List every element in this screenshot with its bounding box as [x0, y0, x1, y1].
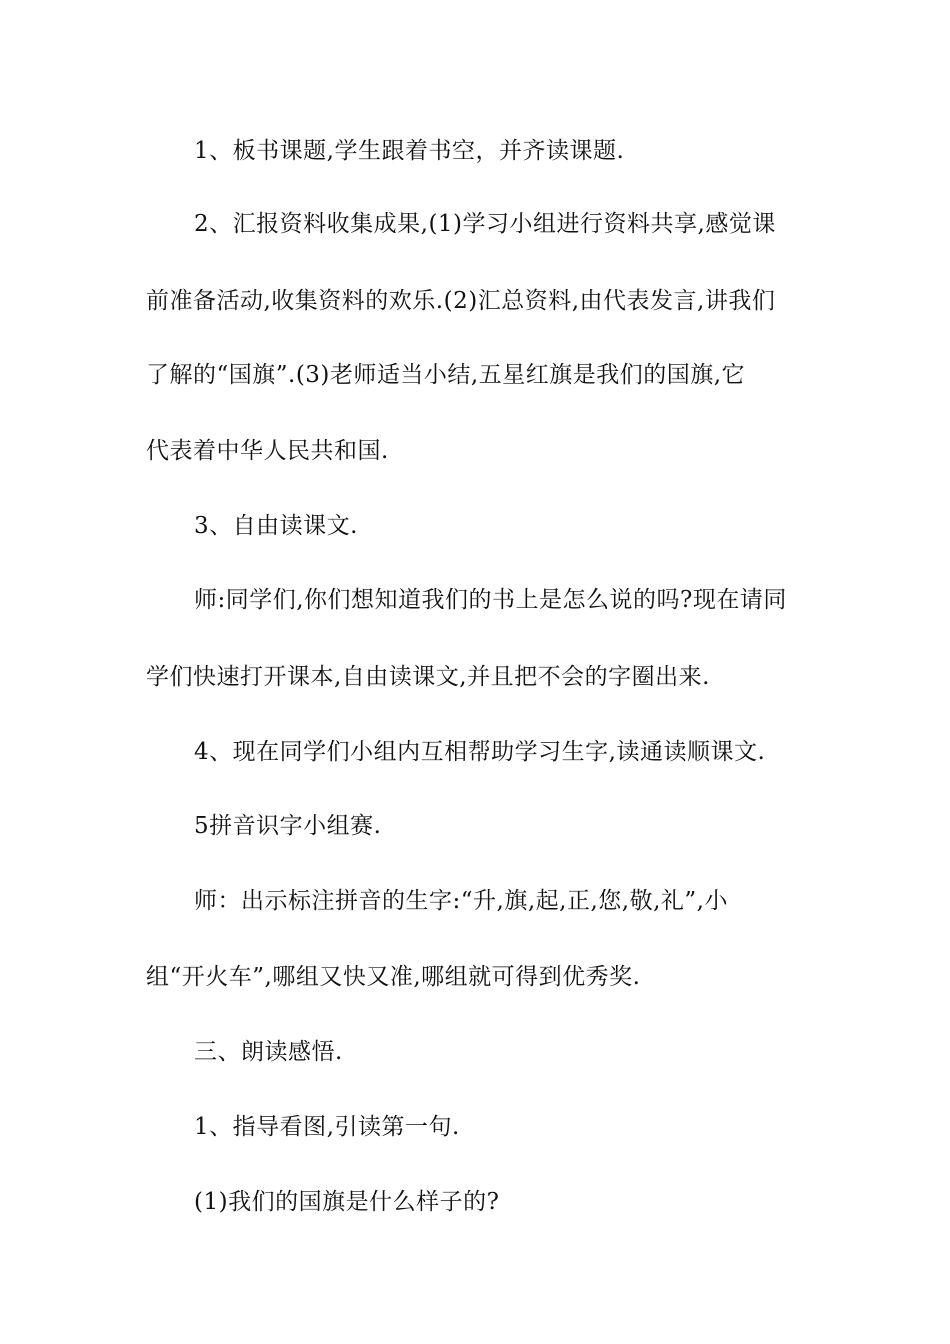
text-line: 4、现在同学们小组内互相帮助学习生字,读通读顺课文.	[194, 739, 766, 765]
text-line: 三、朗读感悟.	[194, 1039, 343, 1065]
text-line: 代表着中华人民共和国.	[146, 438, 389, 464]
text-line: 组“开火车”,哪组又快又准,哪组就可得到优秀奖.	[146, 964, 641, 990]
text-line: 了解的“国旗”.(3)老师适当小结,五星红旗是我们的国旗,它	[146, 362, 746, 388]
text-line: 师：出示标注拼音的生字:“升,旗,起,正,您,敬,礼”,小	[194, 888, 728, 914]
text-line: 3、自由读课文.	[194, 513, 358, 539]
text-line: 1、板书课题,学生跟着书空，并齐读课题.	[194, 138, 625, 164]
text-line: 5拼音识字小组赛.	[194, 813, 382, 839]
text-line: (1)我们的国旗是什么样子的?	[194, 1189, 500, 1215]
text-line: 2、汇报资料收集成果,(1)学习小组进行资料共享,感觉课	[194, 211, 776, 237]
text-line: 师:同学们,你们想知道我们的书上是怎么说的吗?现在请同	[194, 587, 787, 613]
text-line: 前准备活动,收集资料的欢乐.(2)汇总资料,由代表发言,讲我们	[146, 288, 776, 314]
text-line: 1、指导看图,引读第一句.	[194, 1114, 460, 1140]
text-line: 学们快速打开课本,自由读课文,并且把不会的字圈出来.	[146, 664, 710, 690]
